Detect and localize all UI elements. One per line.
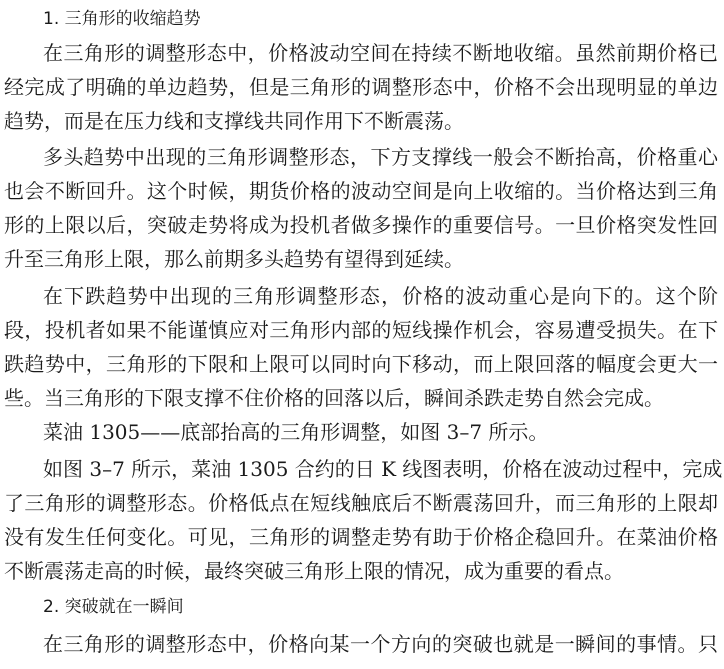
paragraph-5-line-2: 了三角形的调整形态。价格低点在短线触底后不断震荡回升，而三角形的上限却 [4, 491, 718, 515]
paragraph-2-line-4: 升至三角形上限，那么前期多头趋势有望得到延续。 [4, 247, 464, 271]
paragraph-5-line-4: 不断震荡走高的时候，最终突破三角形上限的情况，成为重要的看点。 [4, 559, 624, 583]
figure-reference-line: 菜油 1305——底部抬高的三角形调整，如图 3–7 所示。 [43, 420, 549, 444]
paragraph-1-line-3: 趋势，而是在压力线和支撑线共同作用下不断震荡。 [4, 109, 464, 133]
paragraph-5-line-3: 没有发生任何变化。可见，三角形的调整走势有助于价格企稳回升。在菜油价格 [4, 525, 718, 549]
paragraph-5-line-1: 如图 3–7 所示，菜油 1305 合约的日 K 线图表明，价格在波动过程中，完成 [43, 457, 723, 481]
paragraph-3-line-1: 在下跌趋势中出现的三角形调整形态，价格的波动重心是向下的。这个阶 [43, 284, 718, 308]
paragraph-2-line-3: 形的上限以后，突破走势将成为投机者做多操作的重要信号。一旦价格突发性回 [4, 213, 718, 237]
section-1-heading: 1. 三角形的收缩趋势 [43, 9, 201, 29]
section-2-heading: 2. 突破就在一瞬间 [43, 597, 184, 617]
paragraph-3-line-3: 跌趋势中，三角形的下限和上限可以同时向下移动，而上限回落的幅度会更大一 [4, 352, 718, 376]
paragraph-6-line-1: 在三角形的调整形态中，价格向某一个方向的突破也就是一瞬间的事情。只 [43, 632, 718, 656]
paragraph-2-line-1: 多头趋势中出现的三角形调整形态，下方支撑线一般会不断抬高，价格重心 [43, 145, 718, 169]
paragraph-1-line-2: 经完成了明确的单边趋势，但是三角形的调整形态中，价格不会出现明显的单边 [4, 75, 718, 99]
paragraph-3-line-4: 些。当三角形的下限支撑不住价格的回落以后，瞬间杀跌走势自然会完成。 [4, 386, 664, 410]
paragraph-1-line-1: 在三角形的调整形态中，价格波动空间在持续不断地收缩。虽然前期价格已 [43, 41, 718, 65]
paragraph-2-line-2: 也会不断回升。这个时候，期货价格的波动空间是向上收缩的。当价格达到三角 [4, 179, 718, 203]
paragraph-3-line-2: 段，投机者如果不能谨慎应对三角形内部的短线操作机会，容易遭受损失。在下 [4, 318, 718, 342]
